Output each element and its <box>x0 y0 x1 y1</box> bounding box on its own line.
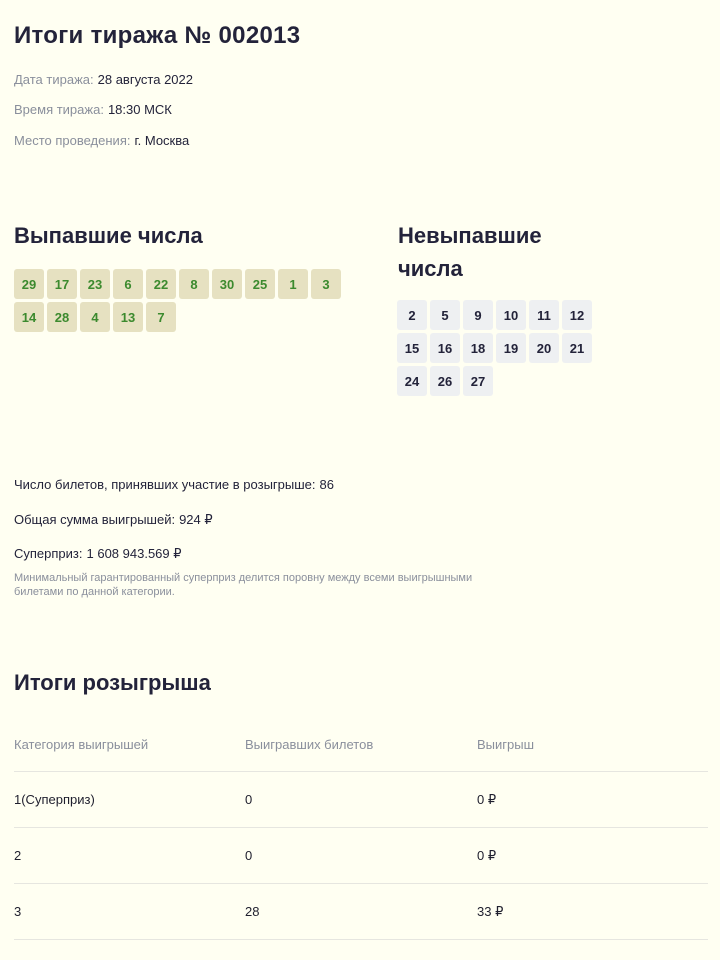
not-drawn-numbers-title: Невыпавшие числа <box>398 223 542 281</box>
drawn-number-ball: 28 <box>47 302 77 332</box>
not-drawn-number-ball: 18 <box>463 333 493 363</box>
drawn-number-ball: 30 <box>212 269 242 299</box>
drawn-number-ball: 1 <box>278 269 308 299</box>
superprize <box>14 546 182 562</box>
not-drawn-number-ball: 5 <box>430 300 460 330</box>
draw-date <box>14 72 193 87</box>
not-drawn-number-ball: 2 <box>397 300 427 330</box>
table-row <box>14 884 708 940</box>
drawn-numbers-grid <box>14 269 354 332</box>
superprize-value: 1 608 943.569 ₽ <box>86 546 182 561</box>
draw-place-label: Место проведения: <box>14 133 131 148</box>
drawn-number-ball: 3 <box>311 269 341 299</box>
drawn-number-ball: 14 <box>14 302 44 332</box>
not-drawn-number-ball: 26 <box>430 366 460 396</box>
drawn-number-ball: 4 <box>80 302 110 332</box>
not-drawn-number-ball: 21 <box>562 333 592 363</box>
not-drawn-number-ball: 16 <box>430 333 460 363</box>
column-header-winning-tickets: Выигравших билетов <box>245 736 374 752</box>
not-drawn-number-ball: 9 <box>463 300 493 330</box>
tickets-count-label: Число билетов, принявших участие в розыгрыше: <box>14 477 316 492</box>
drawn-number-ball: 13 <box>113 302 143 332</box>
table-row <box>14 772 708 828</box>
page-title: Итоги тиража № 002013 <box>14 22 301 49</box>
drawn-number-ball: 22 <box>146 269 176 299</box>
total-winnings-label: Общая сумма выигрышей: <box>14 512 176 527</box>
results-table <box>14 717 708 940</box>
drawn-number-ball: 25 <box>245 269 275 299</box>
drawn-number-ball: 29 <box>14 269 44 299</box>
table-cell-prize: 0 ₽ <box>477 847 497 863</box>
table-cell-winning-tickets: 0 <box>245 848 253 863</box>
column-header-category: Категория выигрышей <box>14 736 149 752</box>
draw-place-value: г. Москва <box>134 133 190 148</box>
draw-time-value: 18:30 МСК <box>107 102 172 117</box>
table-cell-category: 1(Суперприз) <box>14 792 95 807</box>
draw-date-label: Дата тиража: <box>14 72 94 87</box>
not-drawn-numbers-grid <box>397 300 597 396</box>
not-drawn-number-ball: 24 <box>397 366 427 396</box>
total-winnings-value: 924 ₽ <box>179 512 213 527</box>
table-cell-winning-tickets: 28 <box>245 904 260 919</box>
not-drawn-number-ball: 20 <box>529 333 559 363</box>
superprize-note: Минимальный гарантированный суперприз делится поровну между всеми выигрышными билетами по данной категории. <box>14 572 473 598</box>
tickets-count-value: 86 <box>319 477 334 492</box>
tickets-count <box>14 477 334 492</box>
drawn-numbers-title: Выпавшие числа <box>14 223 203 248</box>
table-cell-prize: 33 ₽ <box>477 903 504 919</box>
draw-date-value: 28 августа 2022 <box>97 72 193 87</box>
superprize-label: Суперприз: <box>14 546 83 561</box>
table-cell-category: 2 <box>14 848 22 863</box>
drawn-number-ball: 17 <box>47 269 77 299</box>
not-drawn-number-ball: 11 <box>529 300 559 330</box>
not-drawn-number-ball: 10 <box>496 300 526 330</box>
drawn-number-ball: 6 <box>113 269 143 299</box>
not-drawn-number-ball: 27 <box>463 366 493 396</box>
draw-time <box>14 102 172 117</box>
not-drawn-number-ball: 15 <box>397 333 427 363</box>
column-header-prize: Выигрыш <box>477 736 535 752</box>
results-table-header <box>14 717 708 772</box>
not-drawn-number-ball: 12 <box>562 300 592 330</box>
drawn-number-ball: 8 <box>179 269 209 299</box>
draw-place <box>14 133 189 148</box>
table-cell-winning-tickets: 0 <box>245 792 253 807</box>
table-row <box>14 828 708 884</box>
results-title: Итоги розыгрыша <box>14 670 211 695</box>
drawn-number-ball: 7 <box>146 302 176 332</box>
table-cell-prize: 0 ₽ <box>477 791 497 807</box>
drawn-number-ball: 23 <box>80 269 110 299</box>
total-winnings <box>14 512 213 528</box>
not-drawn-number-ball: 19 <box>496 333 526 363</box>
table-cell-category: 3 <box>14 904 22 919</box>
draw-time-label: Время тиража: <box>14 102 104 117</box>
